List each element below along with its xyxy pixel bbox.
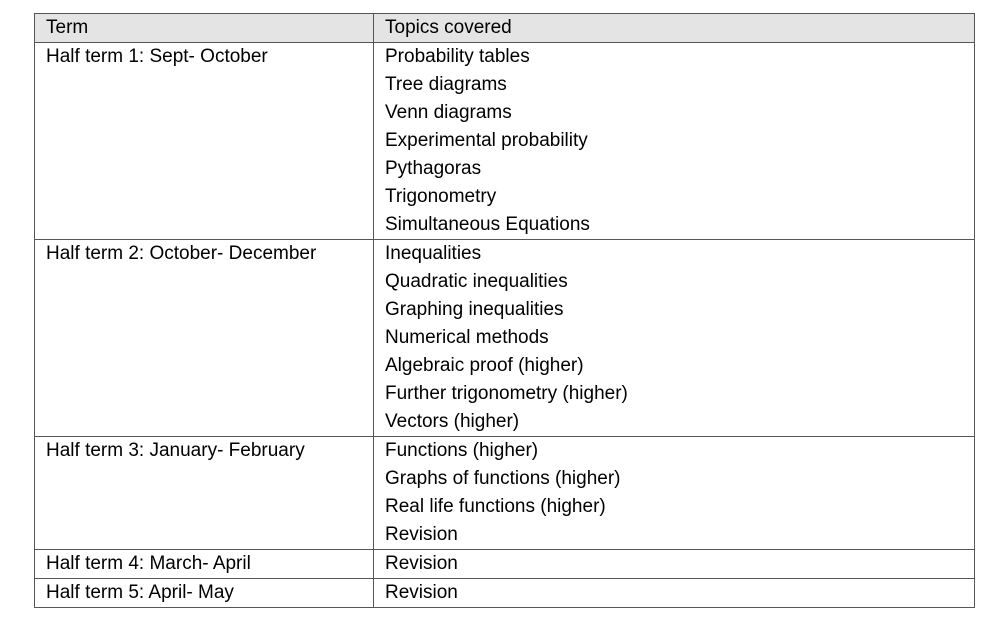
topics-table bbox=[34, 13, 975, 608]
term-cell bbox=[35, 43, 374, 240]
topic-item: Graphs of functions (higher) bbox=[385, 468, 621, 489]
topic-item: Venn diagrams bbox=[385, 102, 512, 123]
term-cell bbox=[35, 240, 374, 437]
topics-cell bbox=[374, 437, 975, 550]
term-cell bbox=[35, 437, 374, 550]
topic-item: Functions (higher) bbox=[385, 440, 539, 461]
topic-item: Revision bbox=[385, 553, 458, 574]
topic-item: Real life functions (higher) bbox=[385, 496, 606, 517]
term-label: Half term 1: Sept- October bbox=[46, 46, 268, 67]
topic-item: Graphing inequalities bbox=[385, 299, 564, 320]
table-body bbox=[35, 43, 975, 608]
topics-cell bbox=[374, 240, 975, 437]
header-topics: Topics covered bbox=[374, 14, 975, 43]
table-row bbox=[35, 240, 975, 437]
topics-cell bbox=[374, 43, 975, 240]
term-label: Half term 5: April- May bbox=[46, 582, 234, 603]
topic-item: Probability tables bbox=[385, 46, 530, 67]
topic-item: Pythagoras bbox=[385, 158, 482, 179]
table-row bbox=[35, 550, 975, 579]
topic-item: Quadratic inequalities bbox=[385, 271, 568, 292]
topic-item: Numerical methods bbox=[385, 327, 549, 348]
topic-item: Revision bbox=[385, 582, 458, 603]
topic-item: Vectors (higher) bbox=[385, 411, 520, 432]
table-row bbox=[35, 579, 975, 608]
term-cell bbox=[35, 579, 374, 608]
term-label: Half term 4: March- April bbox=[46, 553, 251, 574]
term-label: Half term 3: January- February bbox=[46, 440, 305, 461]
topics-cell bbox=[374, 550, 975, 579]
term-label: Half term 2: October- December bbox=[46, 243, 317, 264]
topics-cell bbox=[374, 579, 975, 608]
table-row bbox=[35, 43, 975, 240]
topic-item: Simultaneous Equations bbox=[385, 214, 590, 235]
topic-item: Revision bbox=[385, 524, 458, 545]
table-header bbox=[35, 14, 975, 43]
topic-item: Further trigonometry (higher) bbox=[385, 383, 628, 404]
term-cell bbox=[35, 550, 374, 579]
topic-item: Experimental probability bbox=[385, 130, 588, 151]
topic-item: Algebraic proof (higher) bbox=[385, 355, 584, 376]
table-row bbox=[35, 437, 975, 550]
header-row bbox=[35, 14, 975, 43]
topic-item: Trigonometry bbox=[385, 186, 497, 207]
topic-item: Inequalities bbox=[385, 243, 482, 264]
topic-item: Tree diagrams bbox=[385, 74, 507, 95]
header-term: Term bbox=[35, 14, 374, 43]
